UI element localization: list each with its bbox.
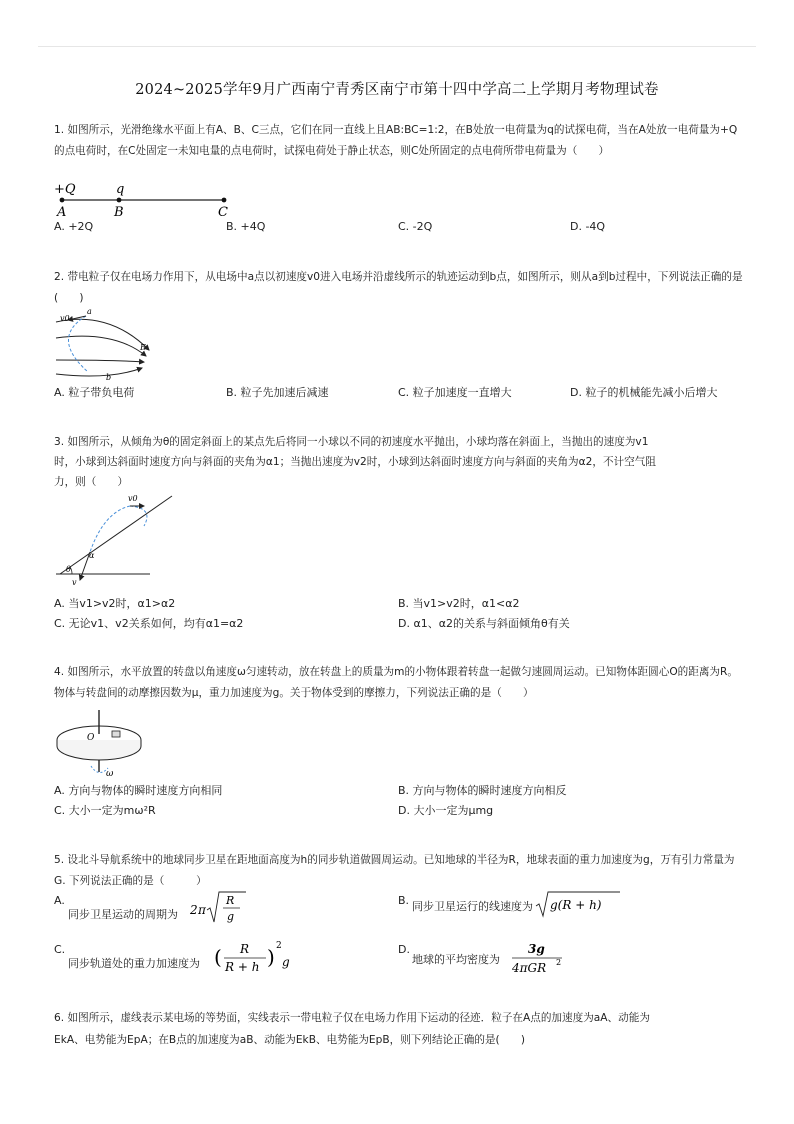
q5-option-b-text[interactable]: 同步卫星运行的线速度为 bbox=[412, 900, 533, 913]
svg-text:2: 2 bbox=[276, 941, 282, 951]
q5-option-a-formula bbox=[190, 890, 250, 926]
label-E: E bbox=[140, 343, 146, 352]
small-block bbox=[112, 731, 120, 737]
label-alpha: α bbox=[89, 551, 95, 560]
q5-option-c-letter[interactable]: C. bbox=[54, 943, 66, 956]
label-theta: θ bbox=[66, 565, 71, 574]
q3-option-a[interactable]: A. 当v1>v2时，α1>α2 bbox=[54, 597, 176, 610]
q4-option-c[interactable]: C. 大小一定为mω²R bbox=[54, 804, 156, 817]
q5-option-c-formula bbox=[214, 938, 294, 978]
question-6-line-1: 6. 如图所示，虚线表示某电场的等势面，实线表示一带电粒子仅在电场力作用下运动的径迹．粒子在A点的加速度为aA、动能为 bbox=[54, 1012, 650, 1024]
charge-C-dot bbox=[222, 198, 227, 203]
q5-option-d-text[interactable]: 地球的平均密度为 bbox=[412, 953, 500, 966]
q5-option-a-text[interactable]: 同步卫星运动的周期为 bbox=[68, 908, 178, 921]
label-C: C bbox=[218, 205, 228, 220]
label-v: v bbox=[72, 578, 77, 587]
q4-option-a[interactable]: A. 方向与物体的瞬时速度方向相同 bbox=[54, 784, 223, 797]
q1-option-d[interactable]: D. -4Q bbox=[570, 220, 606, 233]
svg-text:2: 2 bbox=[190, 903, 198, 917]
svg-text:g: g bbox=[282, 955, 290, 969]
label-q: q bbox=[116, 182, 125, 197]
svg-text:4πGR: 4πGR bbox=[512, 961, 547, 975]
svg-text:R + h: R + h bbox=[225, 960, 260, 974]
question-3-line-3: 力，则（ ） bbox=[54, 476, 129, 488]
label-A: A bbox=[57, 205, 67, 220]
question-2-figure bbox=[54, 308, 164, 383]
label-O: O bbox=[87, 733, 95, 743]
q5-option-a-letter[interactable]: A. bbox=[54, 894, 65, 907]
question-2-text: 2. 带电粒子仅在电场力作用下，从电场中a点以初速度v0进入电场并沿虚线所示的轨迹运动到b点，如图所示，则从a到b过程中，下列说法正确的是( ) bbox=[54, 271, 743, 304]
svg-text:(: ( bbox=[214, 945, 222, 969]
question-3-line-1: 3. 如图所示，从倾角为θ的固定斜面上的某点先后将同一小球以不同的初速度水平抛出，小球均落在斜面上，当抛出的速度为v1 bbox=[54, 436, 649, 448]
q5-option-d-formula bbox=[510, 938, 570, 978]
q3-option-d[interactable]: D. α1、α2的关系与斜面倾角θ有关 bbox=[398, 617, 570, 630]
svg-text:g: g bbox=[227, 910, 235, 923]
q1-option-b[interactable]: B. +4Q bbox=[226, 220, 266, 233]
svg-text:R: R bbox=[240, 942, 250, 956]
svg-text:3g: 3g bbox=[528, 942, 545, 956]
q4-option-b[interactable]: B. 方向与物体的瞬时速度方向相反 bbox=[398, 784, 567, 797]
label-b: b bbox=[106, 373, 112, 382]
label-v0: v0 bbox=[128, 494, 138, 503]
q5-option-b-letter[interactable]: B. bbox=[398, 894, 410, 907]
q1-option-c[interactable]: C. -2Q bbox=[398, 220, 433, 233]
svg-text:π: π bbox=[198, 903, 206, 917]
question-3-line-2: 时，小球到达斜面时速度方向与斜面的夹角为α1；当抛出速度为v2时，小球到达斜面时速度方向与斜面的夹角为α2，不计空气阻 bbox=[54, 456, 656, 468]
label-omega: ω bbox=[106, 769, 114, 779]
question-3-figure bbox=[54, 492, 179, 587]
q3-option-b[interactable]: B. 当v1>v2时，α1<α2 bbox=[398, 597, 520, 610]
svg-text:2: 2 bbox=[556, 958, 562, 967]
question-4-figure bbox=[54, 704, 149, 779]
label-B: B bbox=[114, 205, 124, 220]
label-v0: v0 bbox=[60, 314, 70, 323]
q2-option-c[interactable]: C. 粒子加速度一直增大 bbox=[398, 386, 512, 399]
q5-option-b-formula bbox=[534, 890, 624, 918]
question-1-figure bbox=[54, 180, 244, 220]
svg-text:g(R + h): g(R + h) bbox=[550, 898, 602, 912]
question-6-line-2: EkA、电势能为EpA；在B点的加速度为aB、动能为EkB、电势能为EpB，则下列结论正确的是( ) bbox=[54, 1034, 525, 1046]
q2-option-d[interactable]: D. 粒子的机械能先减小后增大 bbox=[570, 386, 718, 399]
question-4-text: 4. 如图所示，水平放置的转盘以角速度ω匀速转动，放在转盘上的质量为m的小物体跟着转盘一起做匀速圆周运动。已知物体距圆心O的距离为R。物体与转盘间的动摩擦因数为μ，重力加速度为g。关于物体受到的摩擦力，下列说法正确的是（ ） bbox=[54, 666, 738, 699]
q5-option-d-letter[interactable]: D. bbox=[398, 943, 410, 956]
charge-A-dot bbox=[60, 198, 65, 203]
charge-B-dot bbox=[117, 198, 122, 203]
svg-text:): ) bbox=[267, 945, 275, 969]
page-title: 2024~2025学年9月广西南宁青秀区南宁市第十四中学高二上学期月考物理试卷 bbox=[135, 82, 659, 98]
q1-option-a[interactable]: A. +2Q bbox=[54, 220, 94, 233]
svg-text:R: R bbox=[226, 894, 235, 907]
question-5-text: 5. 设北斗导航系统中的地球同步卫星在距地面高度为h的同步轨道做圆周运动。已知地球的半径为R，地球表面的重力加速度为g，万有引力常量为G. 下列说法正确的是（ ） bbox=[54, 854, 735, 887]
label-a: a bbox=[87, 307, 92, 316]
q2-option-b[interactable]: B. 粒子先加速后减速 bbox=[226, 386, 329, 399]
q5-option-c-text[interactable]: 同步轨道处的重力加速度为 bbox=[68, 957, 200, 970]
q4-option-d[interactable]: D. 大小一定为μmg bbox=[398, 804, 494, 817]
q3-option-c[interactable]: C. 无论v1、v2关系如何，均有α1=α2 bbox=[54, 617, 244, 630]
label-plus-Q: +Q bbox=[54, 182, 76, 197]
question-1-text: 1. 如图所示，光滑绝缘水平面上有A、B、C三点，它们在同一直线上且AB:BC=1:2，在B处放一电荷量为q的试探电荷，当在A处放一电荷量为+Q的点电荷时，在C处固定一未知电量的点电荷时，试探电荷处于静止状态，则C处所固定的点电荷所带电荷量为（ ） bbox=[54, 124, 738, 157]
top-rule bbox=[38, 46, 756, 47]
q2-option-a[interactable]: A. 粒子带负电荷 bbox=[54, 386, 135, 399]
